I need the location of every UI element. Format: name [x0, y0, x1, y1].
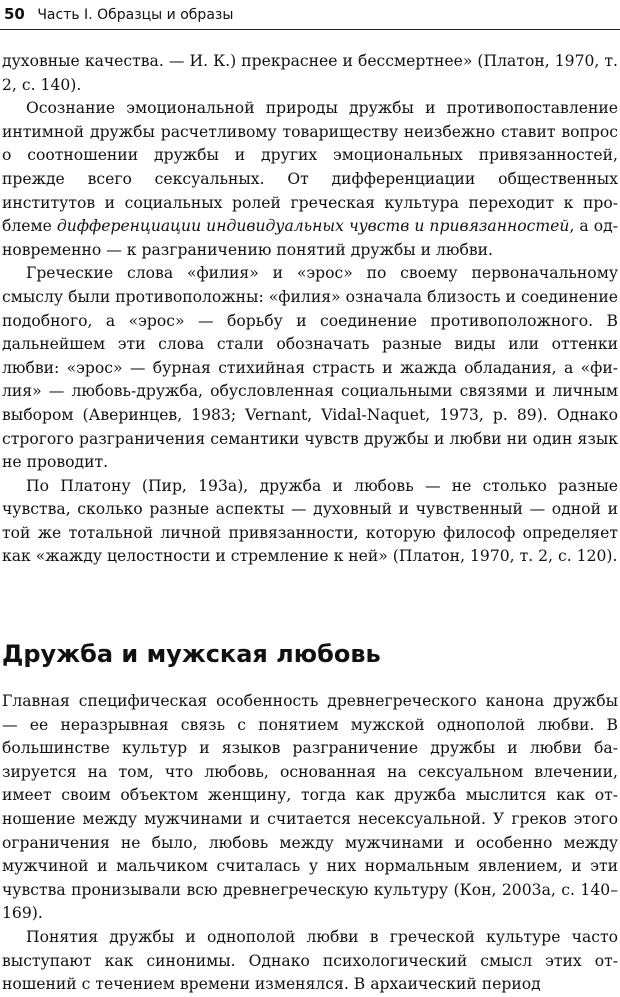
- paragraph-continuation: духовные качества. — И. К.) прекраснее и бессмертнее» (Платон, 1970, т. 2, с. 140).: [2, 52, 618, 94]
- paragraph-greek-canon: Главная специфическая особенность древнегреческого канона дружбы — ее неразрывная связь с понятием мужской однополой любви. В большинстве культур и языков разграничение дружбы и любви базируется на том, что любовь, основанная на сексуальном влечении, имеет своим объектом женщину, тогда как дружба мыслится как отношение между мужчинами и считается несексуальной. У греков этого ограничения не было, любовь между мужчинами и особенно между мужчиной и мальчиком считалась у них нормальным явлением, и эти чувства пронизывали всю древнегреческую культуру (Кон, 2003а, с. 140–169).: [2, 692, 618, 923]
- section-heading: Дружба и мужская любовь: [2, 640, 381, 668]
- paragraph-philia-eros: Греческие слова «филия» и «эрос» по своему первоначальному смыслу были противоположны: «филия» означала близость и соединение подобного, а «эрос» — борьбу и соединение противоположного. В дальнейшем эти слова стали обозначать разные виды или оттенки любви: «эрос» — бурная стихийная страсть и жажда обладания, а «филия» — любовь-дружба, обусловленная социальными связями и личным выбором (Аверинцев, 1983; Vernant, Vidal-Naquet, 1973, p. 89). Однако строгого разграничения семантики чувств дружбы и любви ни один язык не проводит.: [2, 264, 618, 472]
- paragraph-text: , а одновременно — к разграничению понятий дружбы и любви.: [2, 217, 618, 259]
- header-rule: [0, 29, 620, 30]
- paragraph-text: Осознание эмоциональной природы дружбы и противопоставление интимной дружбы расчетливому товариществу неизбежно ставит вопрос о соотношении дружбы и других эмоциональных привязанностей, прежде всего сексуальных. От дифференциации общественных институтов и социальных ролей греческая культура переходит к проблеме: [2, 99, 618, 236]
- paragraph-plato: По Платону (Пир, 193а), дружба и любовь — не столько разные чувства, сколько разные аспекты — духовный и чувственный — одной и той же тотальной личной привязанности, которую философ определяет как «жажду целостности и стремление к ней» (Платон, 1970, т. 2, с. 120).: [2, 476, 618, 566]
- emphasis-text: дифференциации индивидуальных чувств и привязанностей: [56, 217, 570, 236]
- section-friendship-love-text: [2, 50, 618, 569]
- running-title: Часть I. Образцы и образы: [37, 7, 234, 23]
- paragraph-emotional-nature: [2, 97, 618, 262]
- running-header: [4, 4, 616, 28]
- page-number: 50: [4, 5, 25, 23]
- section-male-love-text: [2, 690, 618, 997]
- paragraph-synonyms: Понятия дружбы и однополой любви в греческой культуре часто выступают как синонимы. Однако психологический смысл этих отношений с течением времени изменялся. В архаический период: [2, 927, 618, 994]
